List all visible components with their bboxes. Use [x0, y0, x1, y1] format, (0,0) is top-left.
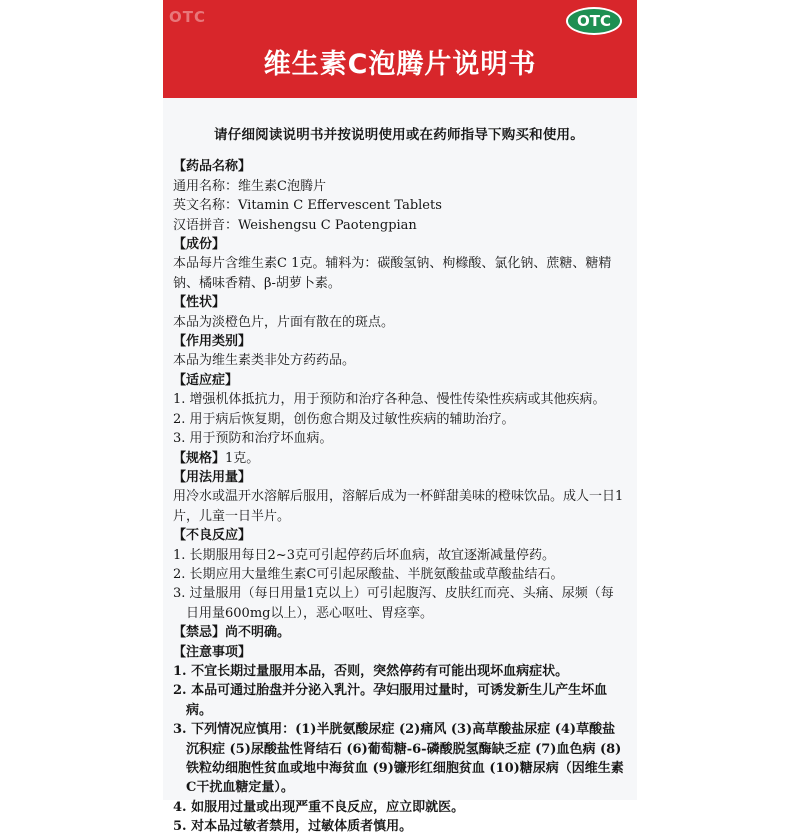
contra-text: 尚不明确。	[225, 625, 291, 641]
page-title: 维生素C泡腾片说明书	[263, 49, 537, 80]
precaution-item: 4. 如服用过量或出现严重不良反应，应立即就医。	[173, 799, 465, 815]
spec-row	[173, 449, 625, 468]
properties-text: 本品为淡橙色片，片面有散在的斑点。	[173, 314, 395, 330]
adverse-item: 2. 长期应用大量维生素C可引起尿酸盐、半胱氨酸盐或草酸盐结石。	[173, 566, 564, 582]
generic-name: 通用名称：维生素C泡腾片	[173, 178, 326, 194]
composition-text: 本品每片含维生素C 1克。辅料为：碳酸氢钠、枸橼酸、氯化钠、蔗糖、糖精钠、橘味香精、β-胡萝卜素。	[173, 256, 612, 291]
section-heading-spec: 【规格】	[173, 450, 226, 466]
precaution-item: 2. 本品可通过胎盘并分泌入乳汁。孕妇服用过量时，可诱发新生儿产生坏血病。	[173, 683, 608, 718]
leaflet-page	[163, 0, 637, 835]
section-heading-precautions: 【注意事项】	[173, 644, 252, 660]
contra-row	[173, 623, 625, 642]
section-heading-contra: 【禁忌】	[173, 625, 226, 641]
usage-text: 用冷水或温开水溶解后服用，溶解后成为一杯鲜甜美味的橙味饮品。成人一日1片，儿童一日半片。	[173, 489, 624, 524]
precaution-item: 3. 下列情况应慎用：(1)半胱氨酸尿症 (2)痛风 (3)高草酸盐尿症 (4)草酸盐沉积症 (5)尿酸盐性肾结石 (6)葡萄糖-6-磷酸脱氢酶缺乏症 (7)血色病 (8)铁粒幼细胞性贫血或地中海贫血 (9)镰形红细胞贫血 (10)糖尿病（因维生素C干扰血糖定量）。	[173, 722, 624, 796]
leaflet-content	[173, 126, 625, 837]
otc-ghost-mark: OTC	[169, 8, 206, 26]
pinyin-name: 汉语拼音：Weishengsu C Paotengpian	[173, 217, 417, 233]
spec-text: 1克。	[225, 450, 260, 466]
section-heading-category: 【作用类别】	[173, 334, 252, 350]
section-heading-drug-name: 【药品名称】	[173, 159, 252, 175]
adverse-item: 1. 长期服用每日2~3克可引起停药后坏血病，故宜逐渐减量停药。	[173, 547, 555, 563]
precaution-item: 1. 不宜长期过量服用本品，否则，突然停药有可能出现坏血病症状。	[173, 663, 569, 679]
indication-item: 1. 增强机体抵抗力，用于预防和治疗各种急、慢性传染性疾病或其他疾病。	[173, 392, 606, 408]
header-banner	[163, 0, 637, 98]
notice-text: 请仔细阅读说明书并按说明使用或在药师指导下购买和使用。	[214, 127, 584, 143]
otc-badge: OTC	[566, 7, 622, 35]
category-text: 本品为维生素类非处方药药品。	[173, 353, 356, 369]
indication-item: 3. 用于预防和治疗坏血病。	[173, 431, 333, 447]
section-heading-usage: 【用法用量】	[173, 469, 252, 485]
section-heading-indications: 【适应症】	[173, 372, 239, 388]
indication-item: 2. 用于病后恢复期，创伤愈合期及过敏性疾病的辅助治疗。	[173, 411, 515, 427]
section-heading-adverse: 【不良反应】	[173, 528, 252, 544]
english-name: 英文名称：Vitamin C Effervescent Tablets	[173, 198, 442, 214]
precaution-item: 5. 对本品过敏者禁用，过敏体质者慎用。	[173, 819, 413, 835]
adverse-item: 3. 过量服用（每日用量1克以上）可引起腹泻、皮肤红而亮、头痛、尿频（每日用量600mg以上），恶心呕吐、胃痉挛。	[173, 586, 614, 621]
section-heading-properties: 【性状】	[173, 295, 226, 311]
section-heading-composition: 【成份】	[173, 237, 226, 253]
